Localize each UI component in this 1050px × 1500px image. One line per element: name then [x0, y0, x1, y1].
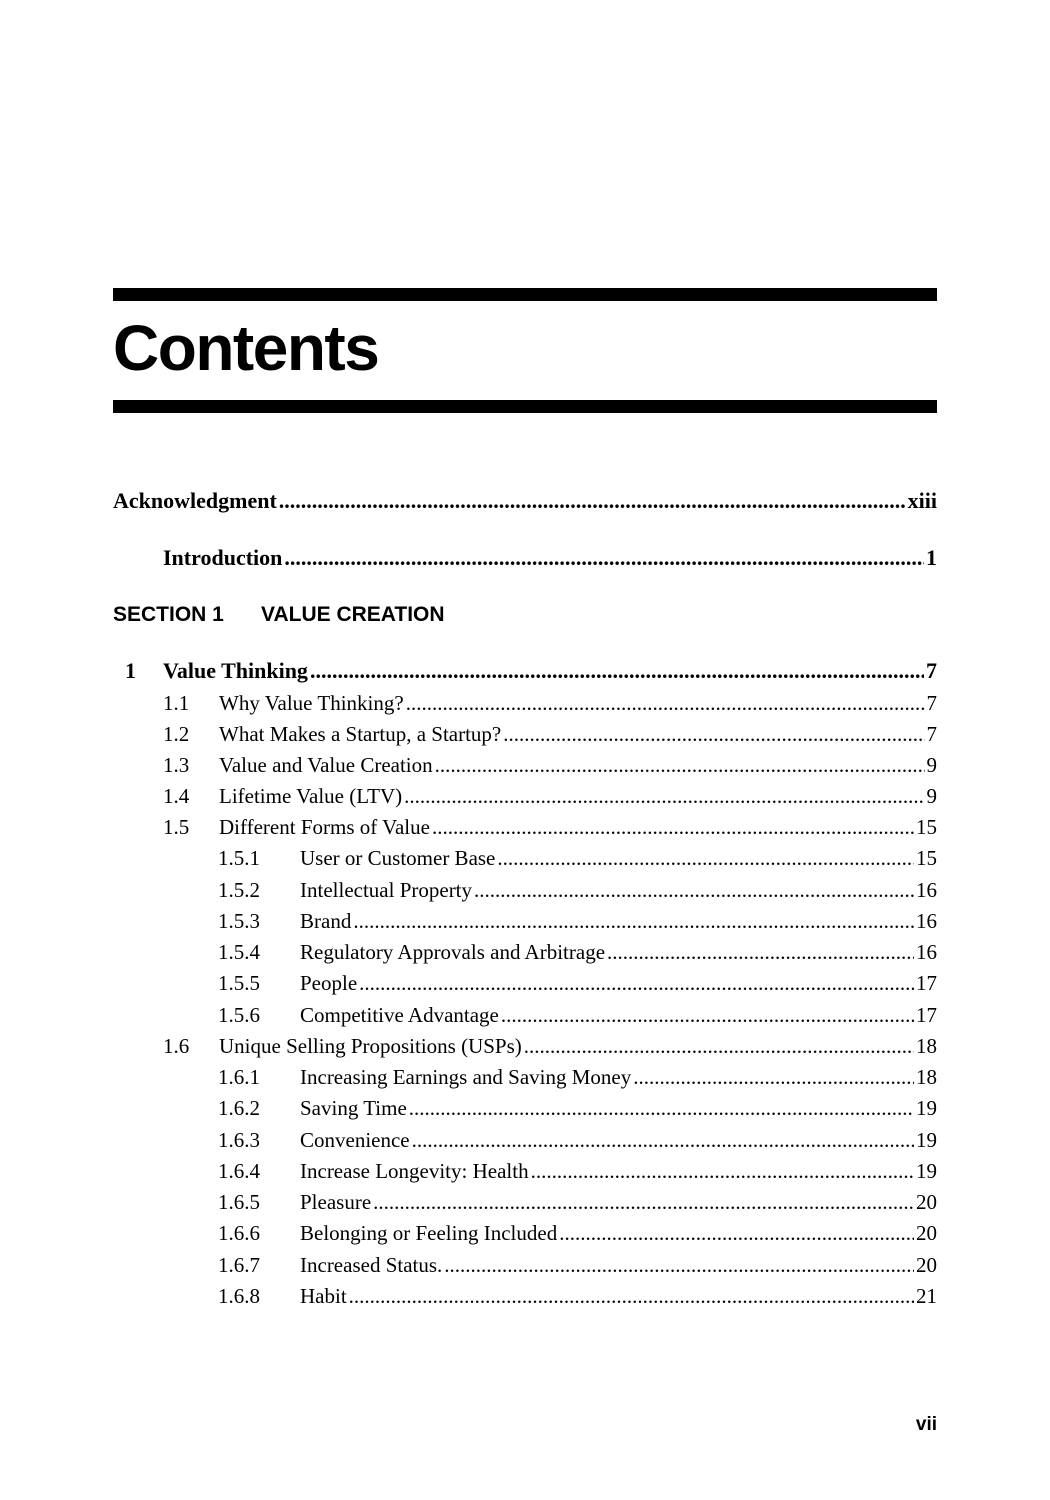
- section-title: VALUE CREATION: [261, 603, 445, 626]
- toc-entry-page: 7: [926, 722, 937, 746]
- toc-entry-number: 1.5.1: [218, 846, 260, 870]
- toc-entry-section[interactable]: [163, 812, 937, 842]
- toc-entry-number: 1.5.4: [218, 940, 260, 964]
- toc-entry-subsection[interactable]: [218, 968, 937, 998]
- toc-entry-label: Pleasure: [300, 1190, 372, 1214]
- toc-entry-number: 1.6.1: [218, 1065, 260, 1089]
- toc-entry-subsection[interactable]: [218, 1093, 937, 1123]
- toc-entry-number: 1.6: [163, 1034, 190, 1058]
- toc-entry-number: 1.6.7: [218, 1253, 260, 1277]
- toc-entry-page: 16: [916, 940, 937, 964]
- toc-entry-label: Introduction: [163, 545, 283, 570]
- leader-dots: [284, 543, 924, 573]
- leader-dots: [474, 875, 914, 905]
- toc-entry-section[interactable]: [163, 781, 937, 811]
- toc-entry-subsection[interactable]: [218, 1187, 937, 1217]
- toc-entry-page: 18: [916, 1065, 937, 1089]
- top-rule: [113, 288, 937, 301]
- bottom-rule: [113, 400, 937, 413]
- toc-entry-label: Value Thinking: [163, 658, 308, 683]
- toc-entry-number: 1: [125, 658, 136, 683]
- toc-entry-label: Acknowledgment: [113, 488, 277, 513]
- toc-entry-subsection[interactable]: [218, 937, 937, 967]
- toc-entry-subsection[interactable]: [218, 1062, 937, 1092]
- toc-entry-number: 1.3: [163, 753, 190, 777]
- toc-entry-label: Convenience: [300, 1128, 410, 1152]
- leader-dots: [412, 1125, 914, 1155]
- toc-entry-section[interactable]: [163, 1031, 937, 1061]
- toc-entry-page: 7: [926, 691, 937, 715]
- toc-entry-number: 1.5.6: [218, 1003, 260, 1027]
- toc-entry-number: 1.6.2: [218, 1096, 260, 1120]
- leader-dots: [559, 1218, 914, 1248]
- toc-entry-label: Increase Longevity: Health: [300, 1159, 529, 1183]
- toc-entry-label: Unique Selling Propositions (USPs): [219, 1034, 522, 1058]
- toc-entry-number: 1.1: [163, 691, 190, 715]
- toc-entry-number: 1.6.8: [218, 1284, 260, 1308]
- toc-entry-subsection[interactable]: [218, 1218, 937, 1248]
- toc-entry-label: Value and Value Creation: [219, 753, 433, 777]
- section-number: SECTION 1: [113, 603, 224, 626]
- toc-entry-subsection[interactable]: [218, 1000, 937, 1030]
- toc-entry-number: 1.5: [163, 815, 190, 839]
- toc-entry-label: Increased Status.: [300, 1253, 443, 1277]
- leader-dots: [373, 1187, 914, 1217]
- toc-entry-page: 17: [916, 971, 937, 995]
- toc-entry-page: 21: [916, 1284, 937, 1308]
- toc-entry-introduction[interactable]: [163, 543, 937, 573]
- toc-entry-number: 1.6.6: [218, 1221, 260, 1245]
- leader-dots: [633, 1062, 914, 1092]
- toc-entry-label: Increasing Earnings and Saving Money: [300, 1065, 632, 1089]
- toc-entry-label: Regulatory Approvals and Arbitrage: [300, 940, 606, 964]
- toc-entry-page: 1: [926, 545, 937, 570]
- toc-entry-number: 1.6.4: [218, 1159, 260, 1183]
- leader-dots: [503, 719, 924, 749]
- leader-dots: [349, 1281, 914, 1311]
- toc-entry-subsection[interactable]: [218, 1156, 937, 1186]
- toc-entry-subsection[interactable]: [218, 1250, 937, 1280]
- toc-entry-page: 20: [916, 1253, 937, 1277]
- toc-entry-section[interactable]: [163, 688, 937, 718]
- toc-entry-label: Belonging or Feeling Included: [300, 1221, 558, 1245]
- leader-dots: [310, 656, 924, 686]
- page-folio: vii: [915, 1414, 937, 1435]
- toc-entry-subsection[interactable]: [218, 1125, 937, 1155]
- toc-entry-label: What Makes a Startup, a Startup?: [219, 722, 502, 746]
- toc-entry-acknowledgment[interactable]: [113, 486, 937, 516]
- toc-entry-subsection[interactable]: [218, 1281, 937, 1311]
- toc-entry-page: 7: [926, 658, 937, 683]
- leader-dots: [531, 1156, 914, 1186]
- toc-entry-label: Brand: [300, 909, 352, 933]
- toc-entry-number: 1.5.2: [218, 878, 260, 902]
- toc-entry-page: 9: [926, 784, 937, 808]
- toc-entry-label: Different Forms of Value: [219, 815, 430, 839]
- toc-entry-number: 1.4: [163, 784, 190, 808]
- toc-entry-label: Intellectual Property: [300, 878, 473, 902]
- leader-dots: [409, 1093, 914, 1123]
- leader-dots: [435, 750, 925, 780]
- toc-entry-page: 19: [916, 1096, 937, 1120]
- toc-entry-page: xiii: [907, 488, 937, 513]
- toc-entry-section[interactable]: [163, 719, 937, 749]
- toc-entry-label: Saving Time: [300, 1096, 407, 1120]
- toc-entry-page: 18: [916, 1034, 937, 1058]
- toc-entry-page: 19: [916, 1159, 937, 1183]
- leader-dots: [607, 937, 914, 967]
- toc-entry-number: 1.5.3: [218, 909, 260, 933]
- leader-dots: [497, 843, 914, 873]
- leader-dots: [524, 1031, 914, 1061]
- toc-entry-chapter[interactable]: [125, 656, 937, 686]
- toc-entry-subsection[interactable]: [218, 875, 937, 905]
- toc-entry-label: Why Value Thinking?: [219, 691, 404, 715]
- leader-dots: [444, 1250, 914, 1280]
- leader-dots: [279, 486, 906, 516]
- toc-entry-label: People: [300, 971, 358, 995]
- toc-entry-page: 15: [916, 815, 937, 839]
- toc-entry-subsection[interactable]: [218, 843, 937, 873]
- toc-entry-subsection[interactable]: [218, 906, 937, 936]
- toc-entry-page: 16: [916, 878, 937, 902]
- leader-dots: [353, 906, 914, 936]
- toc-entry-label: Lifetime Value (LTV): [219, 784, 403, 808]
- toc-entry-number: 1.6.3: [218, 1128, 260, 1152]
- toc-entry-label: Competitive Advantage: [300, 1003, 499, 1027]
- toc-entry-page: 20: [916, 1190, 937, 1214]
- leader-dots: [501, 1000, 914, 1030]
- leader-dots: [359, 968, 914, 998]
- leader-dots: [406, 688, 925, 718]
- section-heading: [113, 600, 445, 630]
- leader-dots: [404, 781, 924, 811]
- toc-entry-label: Habit: [300, 1284, 347, 1308]
- toc-entry-number: 1.6.5: [218, 1190, 260, 1214]
- toc-entry-page: 20: [916, 1221, 937, 1245]
- leader-dots: [432, 812, 914, 842]
- toc-entry-number: 1.5.5: [218, 971, 260, 995]
- toc-entry-page: 9: [926, 753, 937, 777]
- toc-entry-label: User or Customer Base: [300, 846, 496, 870]
- toc-entry-number: 1.2: [163, 722, 190, 746]
- toc-entry-page: 17: [916, 1003, 937, 1027]
- toc-entry-page: 15: [916, 846, 937, 870]
- toc-entry-section[interactable]: [163, 750, 937, 780]
- toc-entry-page: 16: [916, 909, 937, 933]
- page-title: Contents: [113, 312, 379, 384]
- toc-entry-page: 19: [916, 1128, 937, 1152]
